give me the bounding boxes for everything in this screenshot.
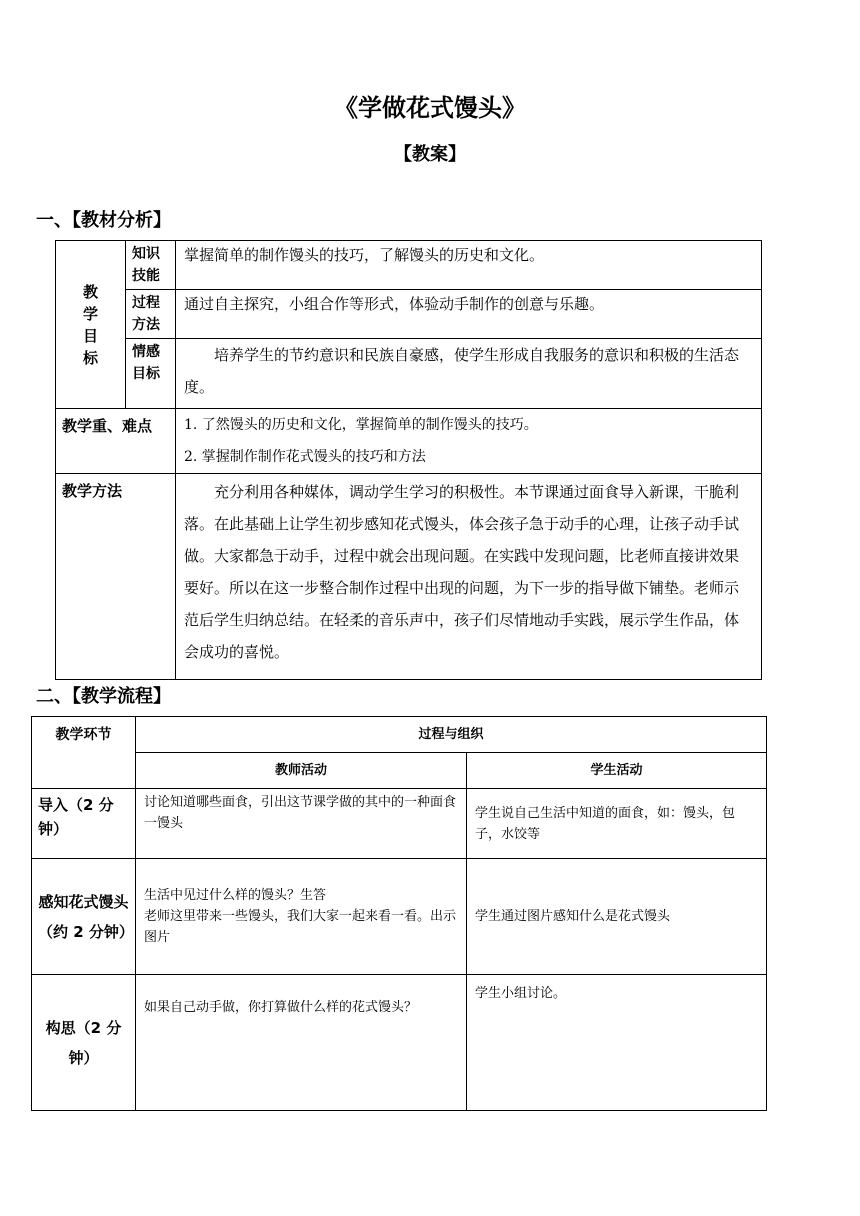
header-teacher: 教师活动 [136, 753, 467, 789]
goal-type-label: 知识技能 [126, 241, 176, 290]
teacher-activity: 生活中见过什么样的馒头？生答 老师这里带来一些馒头，我们大家一起来看一看。出示图片 [136, 859, 467, 975]
section-heading-analysis: 一、【教材分析】 [36, 210, 171, 231]
header-process: 过程与组织 [136, 717, 767, 753]
student-activity: 学生小组讨论。 [467, 975, 767, 1111]
stage-label: 构思（2 分钟） [32, 975, 136, 1111]
teacher-activity: 如果自己动手做，你打算做什么样的花式馒头？ [136, 975, 467, 1111]
goal-text: 通过自主探究，小组合作等形式，体验动手制作的创意与乐趣。 [176, 290, 762, 339]
goal-text: 培养学生的节约意识和民族自豪感，使学生形成自我服务的意识和积极的生活态度。 [176, 339, 762, 409]
goal-type-label: 情感目标 [126, 339, 176, 409]
section-heading-flow: 二、【教学流程】 [36, 686, 171, 707]
method-text: 充分利用各种媒体，调动学生学习的积极性。本节课通过面食导入新课，干脆利落。在此基础上让学生初步感知花式馒头，体会孩子急于动手的心理，让孩子动手试做。大家都急于动手，过程中就会出现问题。在实践中发现问题，比老师直接讲效果要好。所以在这一步整合制作过程中出现的问题，为下一步的指导做下铺垫。老师示范后学生归纳总结。在轻柔的音乐声中，孩子们尽情地动手实践，展示学生作品，体会成功的喜悦。 [176, 474, 762, 680]
key-point: 2. 掌握制作制作花式馒头的技巧和方法 [184, 449, 426, 465]
teacher-activity: 讨论知道哪些面食，引出这节课学做的其中的一种面食一馒头 [136, 789, 467, 859]
key-points-label: 教学重、难点 [56, 409, 176, 474]
goal-text: 掌握简单的制作馒头的技巧，了解馒头的历史和文化。 [176, 241, 762, 290]
student-activity: 学生说自己生活中知道的面食，如：馒头，包子，水饺等 [467, 789, 767, 859]
goal-label: 教学目标 [56, 241, 126, 409]
header-student: 学生活动 [467, 753, 767, 789]
key-points-list [176, 409, 762, 474]
header-stage: 教学环节 [32, 717, 136, 789]
flow-table [31, 716, 767, 1111]
method-label: 教学方法 [56, 474, 176, 680]
page-subtitle: 【教案】 [394, 144, 466, 165]
student-activity: 学生通过图片感知什么是花式馒头 [467, 859, 767, 975]
key-point: 1. 了然馒头的历史和文化，掌握简单的制作馒头的技巧。 [184, 417, 538, 433]
stage-label: 导入（2 分钟） [32, 789, 136, 859]
goal-type-label: 过程方法 [126, 290, 176, 339]
page-title: 《学做花式馒头》 [334, 94, 526, 122]
stage-label: 感知花式馒头（约 2 分钟） [32, 859, 136, 975]
analysis-table [55, 240, 762, 680]
